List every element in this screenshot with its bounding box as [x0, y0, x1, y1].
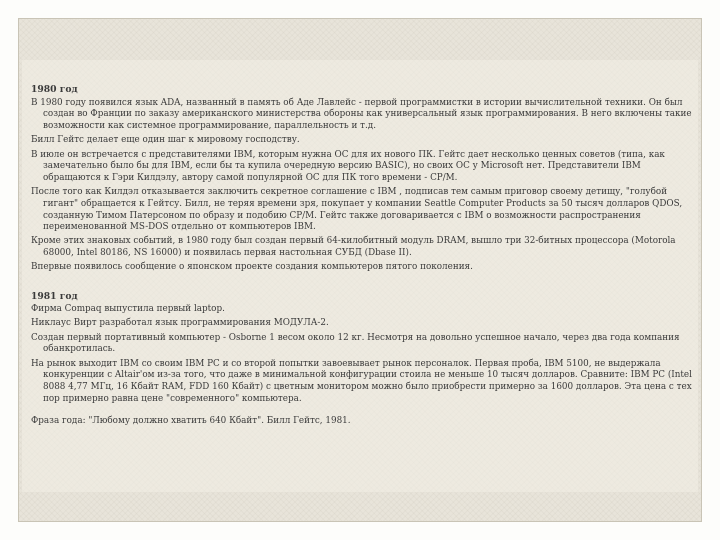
quote-spacer: [31, 408, 695, 416]
paragraph-ada: В 1980 году появился язык ADA, названный в память об Аде Лавлейс - первой программистки в истории вычислительной техники. Он был создан во Франции по заказу американского министерства обороны как универсальный язык программирования. В него включены такие возможности как системное программирование, параллельность и т.д.: [31, 97, 692, 132]
year-heading-1981: 1981 год: [31, 290, 78, 302]
paragraph-compaq: Фирма Compaq выпустила первый laptop.: [31, 304, 225, 315]
paragraph-ibm-meeting: В июле он встречается с представителями IBM, которым нужна ОС для их нового ПК. Гейтс дает несколько ценных советов (типа, как замечательно было бы для IBM, если бы та купила очередную версию BASIC), но своих ОС у Microsoft нет. Представители IBM обращаются к Гэри Килдэлу, автору самой популярной ОС для ПК того времени - CP/M.: [31, 149, 665, 183]
section-spacer: [31, 277, 695, 291]
paragraph-modula: Никлаус Вирт разработал язык программирования МОДУЛА-2.: [31, 318, 329, 329]
year-heading-1980: 1980 год: [31, 84, 78, 95]
paragraph-ibm-pc: На рынок выходит IBM со своим IBM PC и со второй попытки завоевывает рынок персоналок. Первая проба, IBM 5100, не выдержала конкуренции с Altair'ом из-за того, что даже в минимальной конфигурации стоила не меньше 10 тысяч долларов. Сравните: IBM PC (Intel 8088 4,77 МГц, 16 Кбайт RAM, FDD 160 Кбайт) с цветным монитором можно было приобрести примерно за 1600 долларов. Эта цена с тех пор примерно равна цене "современного" компьютера.: [31, 358, 692, 404]
paragraph-osborne: Создан первый портативный компьютер - Osborne 1 весом около 12 кг. Несмотря на довольно успешное начало, через два года компания обанкротилась.: [31, 332, 680, 355]
paragraph-qdos: После того как Килдэл отказывается заключить секретное соглашение с IBM , подписав тем самым приговор своему детищу, "голубой гигант" обращается к Гейтсу. Билл, не теряя времени зря, покупает у компании Seattle Computer Products за 50 тысяч долларов QDOS, созданную Тимом Патерсоном по образу и подобию CP/M. Гейтс также договаривается с IBM о возможности распространения переименованной MS-DOS отдельно от компьютеров IBM.: [31, 187, 683, 233]
paragraph-gates-step: Билл Гейтс делает еще один шаг к мировому господству.: [31, 135, 300, 146]
paragraph-fifth-generation: Впервые появилось сообщение о японском проекте создания компьютеров пятого поколения.: [31, 262, 473, 273]
quote-of-the-year: Фраза года: "Любому должно хватить 640 Кбайт". Билл Гейтс, 1981.: [31, 415, 351, 426]
slide-content: [31, 84, 695, 430]
paragraph-dram: Кроме этих знаковых событий, в 1980 году был создан первый 64-килобитный модуль DRAM, вышло три 32-битных процессора (Motorola 68000, Intel 80186, NS 16000) и появилась первая настольная СУБД (Dbase II).: [31, 236, 676, 259]
